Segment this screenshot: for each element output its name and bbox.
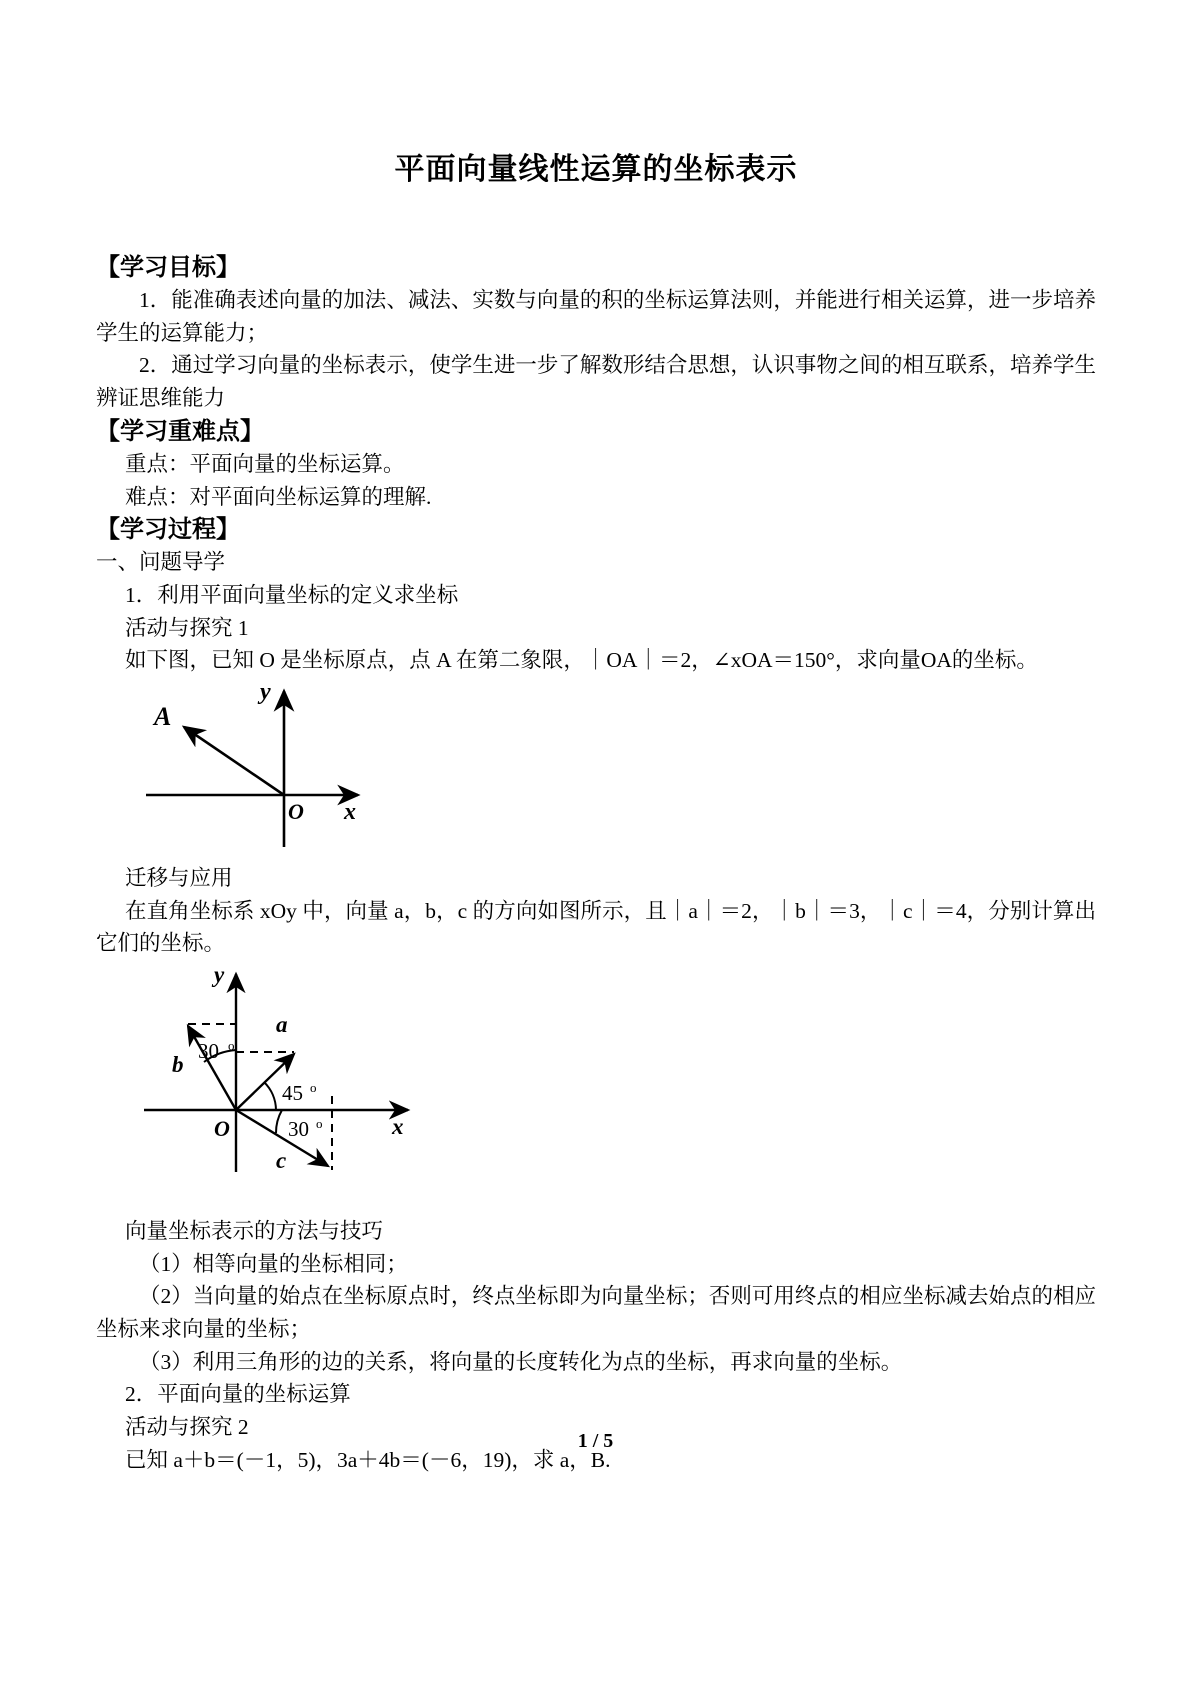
section-heading-key-points: 【学习重难点】 — [96, 417, 264, 445]
title-spacer — [96, 189, 1096, 251]
figure-2-y-label: y — [214, 962, 225, 988]
section-heading-process: 【学习过程】 — [96, 516, 240, 544]
activity-2-heading: 活动与探究 2 — [125, 1415, 249, 1440]
figure-1-y-label: y — [260, 679, 271, 706]
objective-item-1: 1．能准确表述向量的加法、减法、实数与向量的积的坐标运算法则，并能进行相关运算，进一步培养学生的运算能力； — [96, 288, 1096, 345]
item-2-heading: 2．平面向量的坐标运算 — [125, 1382, 351, 1407]
activity-1-body: 如下图，已知 O 是坐标原点，点 A 在第二象限，｜OA｜＝2，∠xOA＝150°，求向量OA的坐标。 — [125, 648, 1038, 673]
figure-1-point-a-label: A — [154, 702, 172, 732]
page-number: 1 / 5 — [577, 1430, 614, 1452]
transfer-body: 在直角坐标系 xOy 中，向量 a，b，c 的方向如图所示，且｜a｜＝2，｜b｜＝3，｜c｜＝4，分别计算出它们的坐标。 — [96, 898, 1096, 956]
method-item-3: （3）利用三角形的边的关系，将向量的长度转化为点的坐标，再求向量的坐标。 — [139, 1349, 903, 1374]
part-one-heading: 一、问题导学 — [96, 550, 226, 575]
figure-2-angle-a-label: 45 — [282, 1081, 303, 1106]
figure-1-origin-label: O — [288, 799, 304, 825]
svg-text:o: o — [310, 1080, 317, 1096]
method-item-2: （2）当向量的始点在坐标原点时，终点坐标即为向量坐标；否则可用终点的相应坐标减去始点的相应坐标来求向量的坐标； — [96, 1284, 1096, 1342]
figure-2-vector-c-label: c — [276, 1148, 287, 1174]
section-heading-objectives: 【学习目标】 — [96, 254, 240, 281]
methods-heading: 向量坐标表示的方法与技巧 — [125, 1219, 384, 1244]
svg-text:o: o — [228, 1038, 235, 1054]
figure-2-vector-b-label: b — [172, 1052, 184, 1078]
figure-2-angle-b-label: 30 — [198, 1039, 219, 1064]
transfer-heading: 迁移与应用 — [125, 866, 233, 891]
figure-2-vectors-abc — [96, 960, 1096, 1215]
activity-1-heading: 活动与探究 1 — [125, 615, 249, 640]
figure-2-x-label: x — [392, 1114, 404, 1140]
activity-2-body: 已知 a＋b＝(－1，5)，3a＋4b＝(－6，19)，求 a，B. — [125, 1447, 611, 1472]
key-point-text: 重点：平面向量的坐标运算。 — [125, 451, 405, 476]
figure-2-vector-a-label: a — [276, 1012, 288, 1038]
figure-2-angle-c-label: 30 — [288, 1117, 309, 1142]
figure-2-origin-label: O — [214, 1116, 230, 1142]
item-1-heading: 1．利用平面向量坐标的定义求坐标 — [125, 583, 459, 608]
svg-text:o: o — [316, 1116, 323, 1132]
figure-1-x-label: x — [344, 799, 356, 826]
objective-item-2: 2．通过学习向量的坐标表示，使学生进一步了解数形结合思想，认识事物之间的相互联系，培养学生辨证思维能力 — [96, 353, 1096, 411]
method-item-1: （1）相等向量的坐标相同； — [139, 1251, 408, 1276]
figure-1-vector-oa — [96, 677, 1096, 862]
page-content — [96, 0, 1096, 1476]
page-title: 平面向量线性运算的坐标表示 — [394, 153, 798, 186]
difficult-point-text: 难点：对平面向坐标运算的理解. — [125, 484, 432, 509]
